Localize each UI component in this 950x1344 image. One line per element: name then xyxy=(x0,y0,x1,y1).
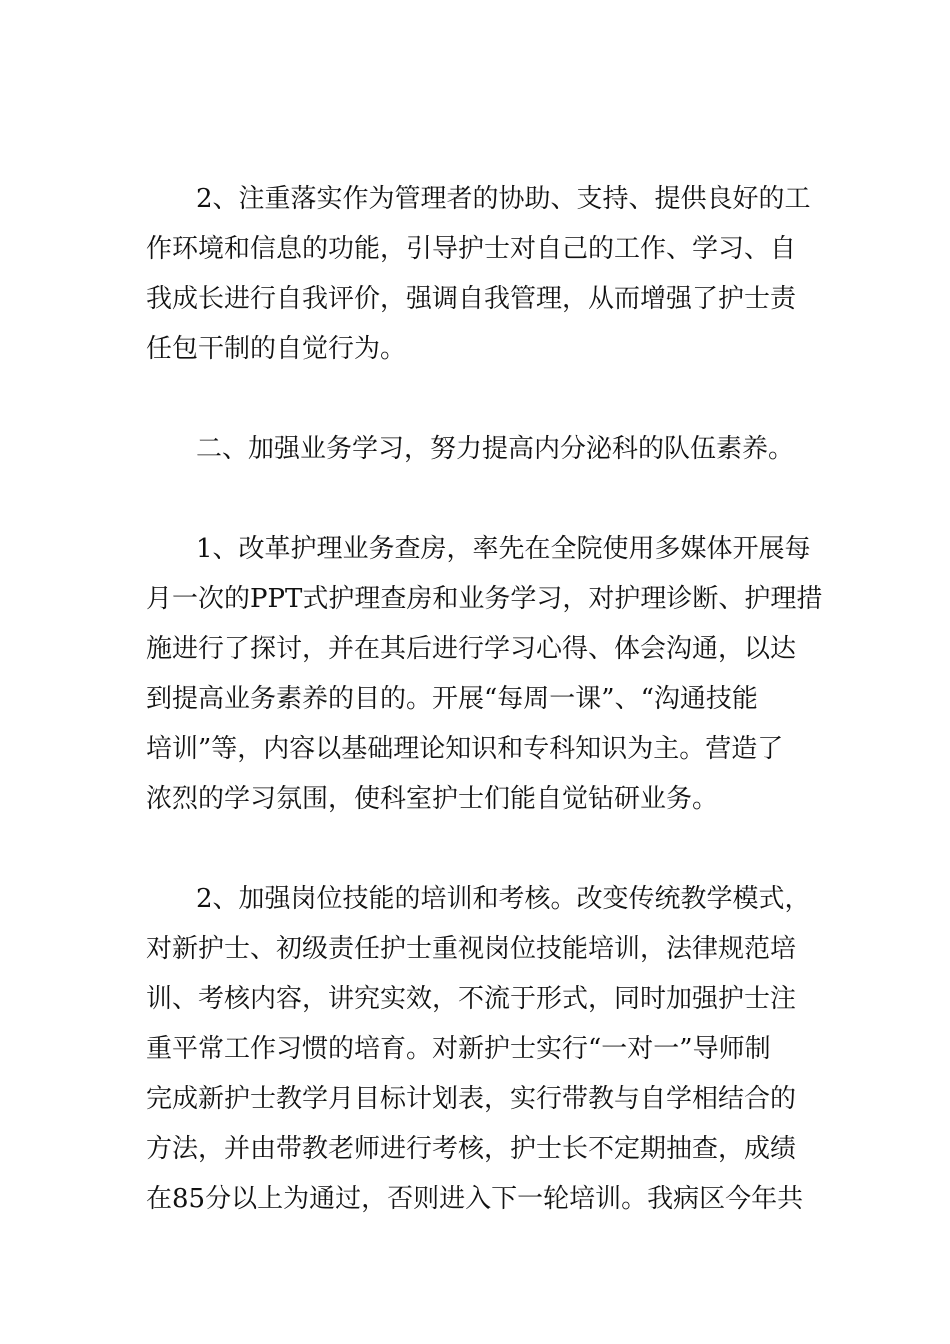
text-line: 月一次的PPT式护理查房和业务学习，对护理诊断、护理措 xyxy=(146,584,823,614)
text-line: 1、改革护理业务查房，率先在全院使用多媒体开展每 xyxy=(196,534,811,564)
text-line: 训、考核内容，讲究实效，不流于形式，同时加强护士注 xyxy=(146,984,797,1014)
text-line: 方法，并由带教老师进行考核，护士长不定期抽查，成绩 xyxy=(146,1134,797,1164)
heading-line: 二、加强业务学习，努力提高内分泌科的队伍素养。 xyxy=(196,434,795,464)
text-line: 完成新护士教学月目标计划表，实行带教与自学相结合的 xyxy=(146,1084,797,1114)
text-line: 培训”等，内容以基础理论知识和专科知识为主。营造了 xyxy=(146,734,784,764)
text-line: 在85分以上为通过，否则进入下一轮培训。我病区今年共 xyxy=(146,1184,804,1214)
text-line: 施进行了探讨，并在其后进行学习心得、体会沟通，以达 xyxy=(146,634,797,664)
text-line: 任包干制的自觉行为。 xyxy=(146,334,407,364)
text-line: 我成长进行自我评价，强调自我管理，从而增强了护士责 xyxy=(146,284,797,314)
text-line: 浓烈的学习氛围，使科室护士们能自觉钻研业务。 xyxy=(146,784,719,814)
text-line: 作环境和信息的功能，引导护士对自己的工作、学习、自 xyxy=(146,234,797,264)
text-line: 到提高业务素养的目的。开展“每周一课”、“沟通技能 xyxy=(146,684,758,714)
text-line: 2、加强岗位技能的培训和考核。改变传统教学模式， xyxy=(196,884,811,914)
text-line: 对新护士、初级责任护士重视岗位技能培训，法律规范培 xyxy=(146,934,797,964)
text-line: 2、注重落实作为管理者的协助、支持、提供良好的工 xyxy=(196,184,811,214)
text-line: 重平常工作习惯的培育。对新护士实行“一对一”导师制 xyxy=(146,1034,771,1064)
